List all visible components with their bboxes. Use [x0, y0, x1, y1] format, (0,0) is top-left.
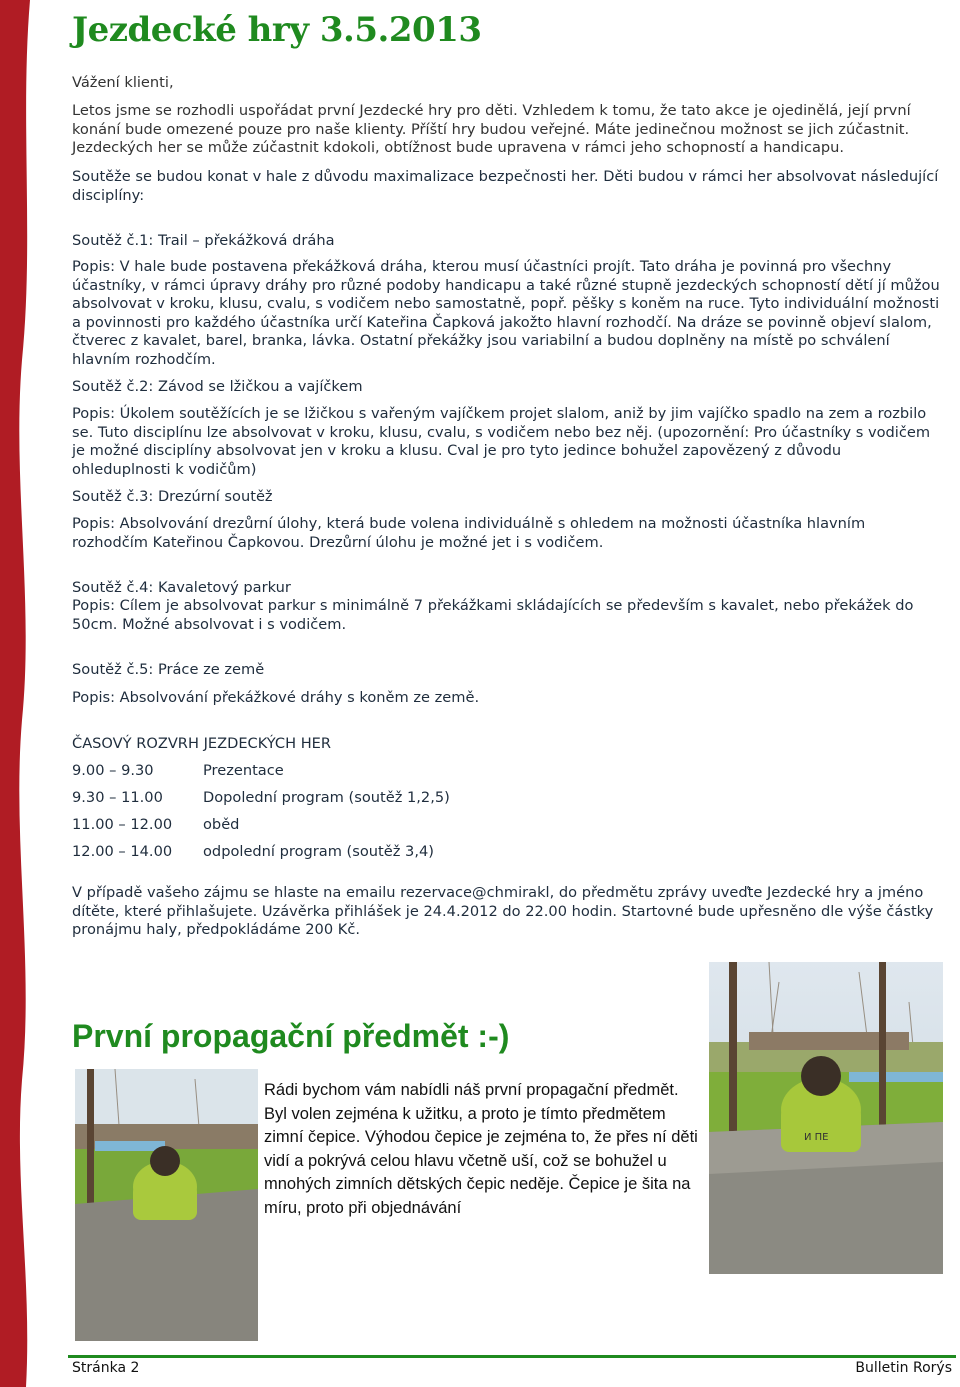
schedule-row [72, 762, 284, 780]
schedule-row [72, 843, 434, 861]
schedule-item: odpolední program (soutěž 3,4) [203, 843, 434, 860]
competition-1-text: Popis: V hale bude postavena překážková dráha, kterou musí účastníci projít. Tato dráha je povinná pro všechny účastníky, v rámci úpravy dráhy pro různé podoby handicapu a také různé stupně jezdeckých schopností dětí jí můžou absolvovat v kroku, klusu, cvalu, s vodičem nebo samostatně, popř. pěšky s koněm na ruce. Tyto individuální možnosti a povinnosti pro každého účastníka určí Kateřina Čapková jakožto hlavní rozhodčí. Na dráze se povinně objeví slalom, čtverec z kavalet, barel, branka, lávka. Ostatní překážky jsou variabilní a budou doplněny na místě po schválení hlavním rozhodčím. [72, 258, 940, 368]
hat-photo-large [709, 962, 943, 1274]
promo-heading: První propagační předmět :-) [72, 1018, 510, 1054]
page-title: Jezdecké hry 3.5.2013 [72, 10, 482, 50]
schedule-time: 9.00 – 9.30 [72, 762, 154, 779]
schedule-heading: ČASOVÝ ROZVRH JEZDECKÝCH HER [72, 735, 332, 752]
footer-publication: Bulletin Rorýs [855, 1360, 952, 1376]
competition-5-text: Popis: Absolvování překážkové dráhy s koněm ze země. [72, 689, 480, 706]
competition-3-heading: Soutěž č.3: Drezúrní soutěž [72, 488, 273, 505]
competition-4-heading: Soutěž č.4: Kavaletový parkur [72, 579, 291, 596]
schedule-item: Prezentace [203, 762, 284, 779]
greeting: Vážení klienti, [72, 74, 174, 91]
decorative-ribbon [0, 0, 34, 1387]
competition-4-text: Popis: Cílem je absolvovat parkur s minimálně 7 překážkami skládajících se především s kavalet, nebo překážek do 50cm. Možné absolvovat i s vodičem. [72, 597, 914, 633]
competition-1-heading: Soutěž č.1: Trail – překážková dráha [72, 232, 335, 249]
footer-page-number: Stránka 2 [72, 1360, 140, 1376]
schedule-time: 9.30 – 11.00 [72, 789, 163, 806]
competition-5-heading: Soutěž č.5: Práce ze země [72, 661, 265, 678]
contact-paragraph: V případě vašeho zájmu se hlaste na emailu rezervace@chmirakl, do předmětu zprávy uveďte Jezdecké hry a jméno dítěte, které přihlašujete. Uzávěrka přihlášek je 24.4.2012 do 22.00 hodin. Startovné bude upřesněno dle výše částky pronájmu haly, předpokládáme 200 Kč. [72, 884, 934, 939]
schedule-item: oběd [203, 816, 240, 833]
svg-text:И ПЕ: И ПЕ [804, 1132, 829, 1143]
schedule-time: 11.00 – 12.00 [72, 816, 173, 833]
safety-paragraph: Soutěže se budou konat v hale z důvodu maximalizace bezpečnosti her. Děti budou v rámci her absolvovat následující disciplíny: [72, 168, 939, 204]
schedule-item: Dopolední program (soutěž 1,2,5) [203, 789, 450, 806]
promo-text: Rádi bychom vám nabídli náš první propagační předmět. Byl volen zejména k užitku, a proto je tímto předmětem zimní čepice. Výhodou čepice je zejména to, že přes ní děti vidí a pokrývá celou hlavu včetně uší, což se bohužel u mnohých zimních dětských čepic neděje. Čepice je šita na míru, proto při objednávání [264, 1081, 698, 1217]
competition-2-text: Popis: Úkolem soutěžících je se lžičkou s vařeným vajíčkem projet slalom, aniž by jim vajíčko spadlo na zem a rozbilo se. Tuto disciplínu lze absolvovat v kroku, klusu, cvalu, s vodičem nebo bez něj. (upozornění: Pro účastníky s vodičem je možné disciplíny absolvovat jen v kroku a klusu. Cval je pro tyto jedince bohužel zapovězený z důvodu ohleduplnosti k vodičům) [72, 405, 931, 478]
competition-2-heading: Soutěž č.2: Závod se lžičkou a vajíčkem [72, 378, 363, 395]
intro-paragraph: Letos jsme se rozhodli uspořádat první Jezdecké hry pro děti. Vzhledem k tomu, že tato akce je ojedinělá, její první konání bude omezené pouze pro naše klienty. Příští hry budou veřejné. Máte jedinečnou možnost se jich zúčastnit. Jezdeckých her se může zúčastnit kdokoli, obtížnost bude upravena v rámci jeho schopností a handicapu. [72, 102, 911, 157]
schedule-time: 12.00 – 14.00 [72, 843, 173, 860]
schedule-row [72, 816, 239, 834]
competition-3-text: Popis: Absolvování drezůrní úlohy, která bude volena individuálně s ohledem na možnosti účastníka hlavním rozhodčím Kateřinou Čapkovou. Drezůrní úlohu je možné jet i s vodičem. [72, 515, 866, 551]
hat-photo-small [75, 1069, 258, 1341]
schedule-row [72, 789, 450, 807]
footer-divider [68, 1355, 956, 1358]
